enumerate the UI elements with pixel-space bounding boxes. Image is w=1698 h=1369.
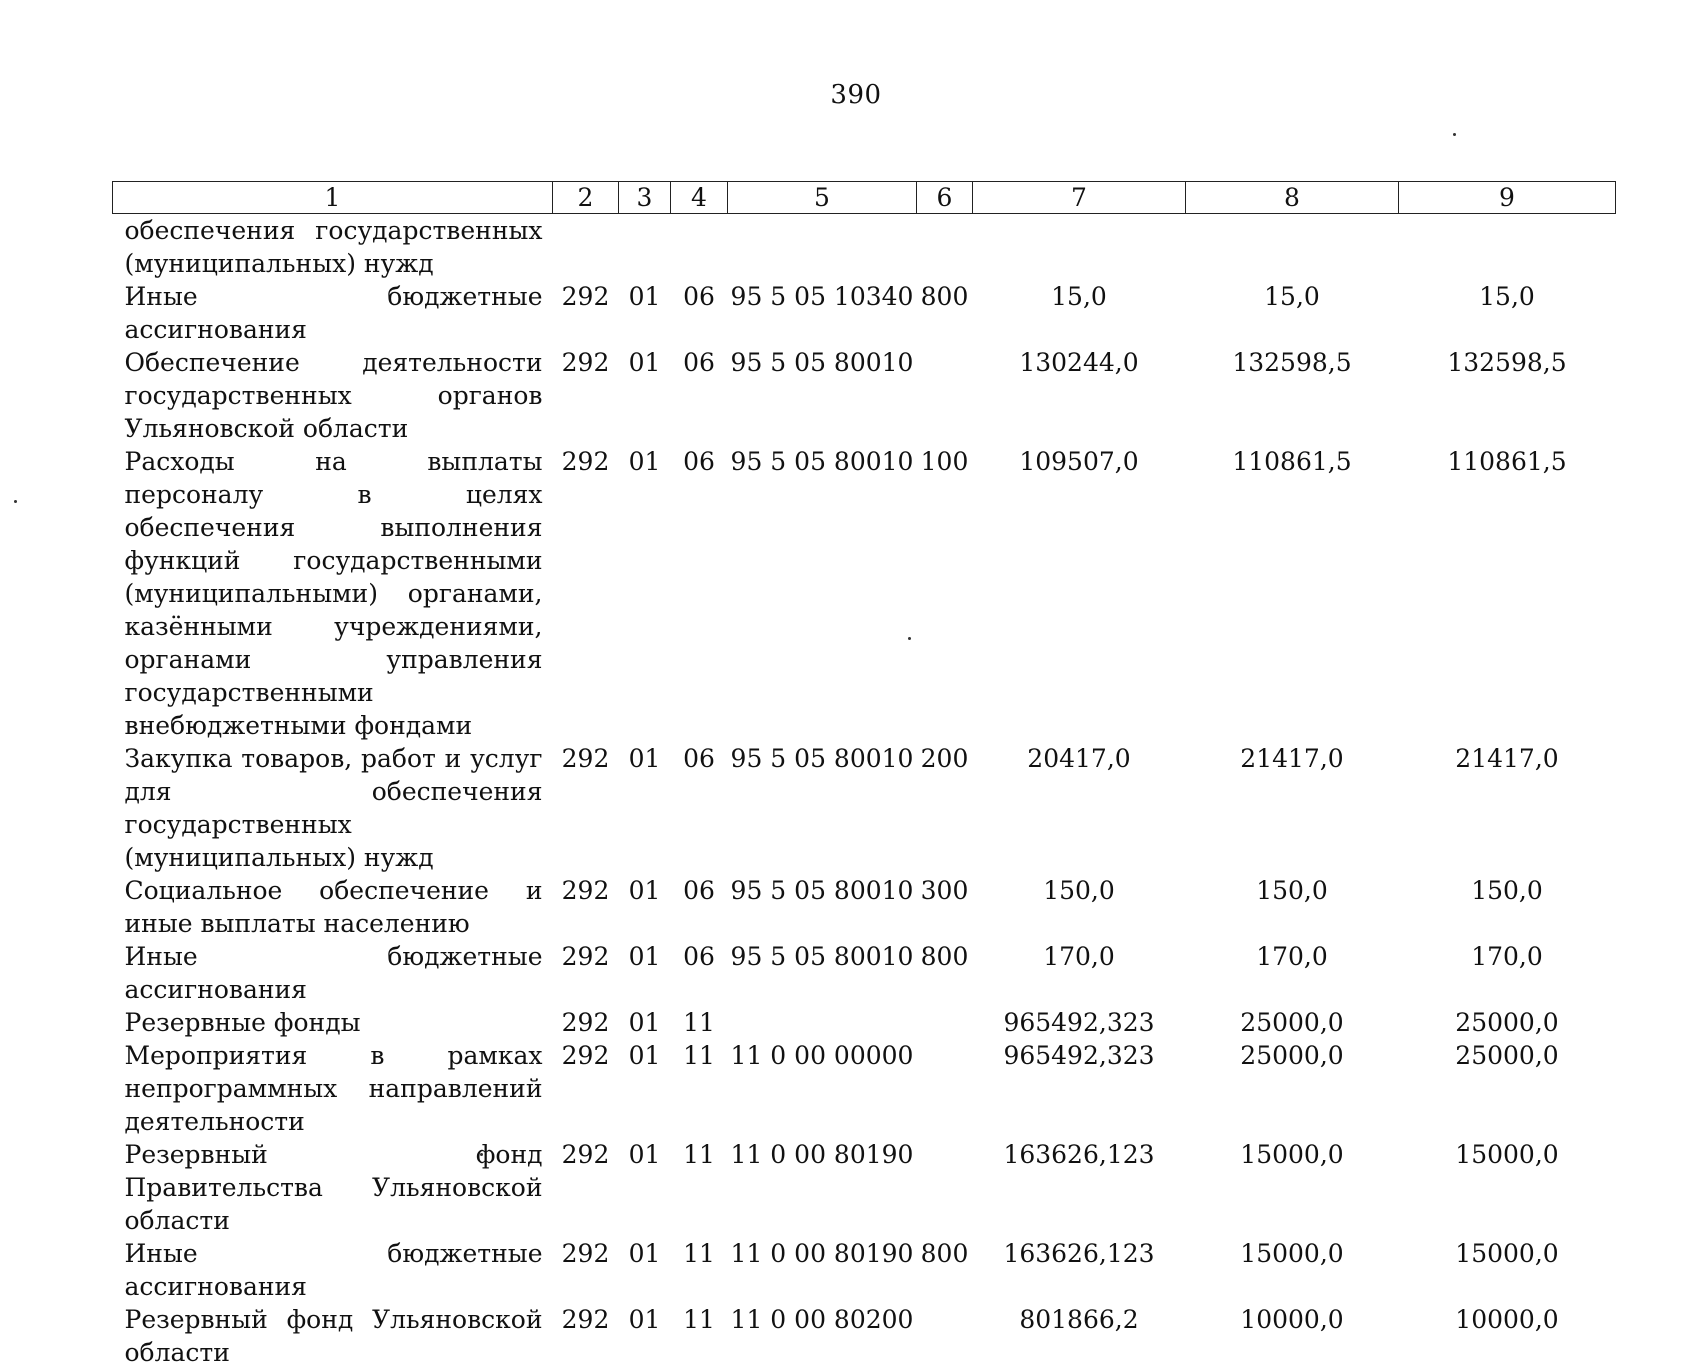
section-code: 01 — [619, 280, 671, 346]
expense-type-code: 300 — [917, 874, 973, 940]
budget-table — [112, 181, 1616, 1369]
ministry-code: 292 — [553, 940, 619, 1006]
ministry-code — [553, 214, 619, 281]
expense-name: Мероприятия в рамках непрограммных направлений деятельности — [113, 1039, 553, 1138]
target-article-code: 95 5 05 80010 — [728, 346, 917, 445]
table-body — [113, 214, 1616, 1369]
column-header-8: 8 — [1186, 182, 1399, 214]
amount-col-8: 25000,0 — [1186, 1006, 1399, 1039]
expense-name: Социальное обеспечение и иные выплаты населению — [113, 874, 553, 940]
target-article-code: 95 5 05 80010 — [728, 445, 917, 742]
expense-name: Расходы на выплаты персоналу в целях обеспечения выполнения функций государственными (муниципальными) органами, казёнными учреждениями, органами управления государственными внебюджетными фондами — [113, 445, 553, 742]
amount-col-7: 163626,123 — [973, 1138, 1186, 1237]
expense-name: Иные бюджетные ассигнования — [113, 940, 553, 1006]
expense-name: Иные бюджетные ассигнования — [113, 280, 553, 346]
target-article-code: 95 5 05 80010 — [728, 874, 917, 940]
subsection-code: 11 — [671, 1303, 728, 1369]
amount-col-8: 170,0 — [1186, 940, 1399, 1006]
amount-col-8: 25000,0 — [1186, 1039, 1399, 1138]
target-article-code: 95 5 05 80010 — [728, 742, 917, 874]
table-row — [113, 1237, 1616, 1303]
subsection-code: 11 — [671, 1237, 728, 1303]
expense-type-code: 100 — [917, 445, 973, 742]
scan-speck — [1453, 133, 1456, 136]
header-row — [113, 182, 1616, 214]
amount-col-7: 15,0 — [973, 280, 1186, 346]
amount-col-9: 25000,0 — [1399, 1006, 1616, 1039]
section-code: 01 — [619, 445, 671, 742]
expense-type-code — [917, 1039, 973, 1138]
expense-type-code — [917, 214, 973, 281]
table-row — [113, 1006, 1616, 1039]
ministry-code: 292 — [553, 742, 619, 874]
section-code: 01 — [619, 1303, 671, 1369]
column-header-6: 6 — [917, 182, 973, 214]
amount-col-8 — [1186, 214, 1399, 281]
subsection-code: 06 — [671, 445, 728, 742]
column-header-7: 7 — [973, 182, 1186, 214]
column-header-5: 5 — [728, 182, 917, 214]
expense-name: Резервный фонд Правительства Ульяновской области — [113, 1138, 553, 1237]
amount-col-7: 965492,323 — [973, 1039, 1186, 1138]
column-header-9: 9 — [1399, 182, 1616, 214]
expense-type-code — [917, 1303, 973, 1369]
section-code: 01 — [619, 1138, 671, 1237]
amount-col-8: 15000,0 — [1186, 1138, 1399, 1237]
subsection-code: 06 — [671, 280, 728, 346]
ministry-code: 292 — [553, 1039, 619, 1138]
ministry-code: 292 — [553, 1237, 619, 1303]
expense-type-code — [917, 1006, 973, 1039]
section-code: 01 — [619, 940, 671, 1006]
target-article-code: 11 0 00 00000 — [728, 1039, 917, 1138]
amount-col-7: 170,0 — [973, 940, 1186, 1006]
amount-col-8: 15000,0 — [1186, 1237, 1399, 1303]
section-code — [619, 214, 671, 281]
amount-col-9: 132598,5 — [1399, 346, 1616, 445]
section-code: 01 — [619, 874, 671, 940]
expense-name: Резервные фонды — [113, 1006, 553, 1039]
expense-type-code — [917, 1138, 973, 1237]
column-header-2: 2 — [553, 182, 619, 214]
amount-col-7: 801866,2 — [973, 1303, 1186, 1369]
table-row — [113, 742, 1616, 874]
target-article-code: 11 0 00 80190 — [728, 1237, 917, 1303]
subsection-code: 11 — [671, 1138, 728, 1237]
target-article-code: 11 0 00 80190 — [728, 1138, 917, 1237]
table-row — [113, 214, 1616, 281]
expense-name: обеспечения государственных (муниципальных) нужд — [113, 214, 553, 281]
target-article-code: 11 0 00 80200 — [728, 1303, 917, 1369]
section-code: 01 — [619, 1237, 671, 1303]
amount-col-9: 15000,0 — [1399, 1138, 1616, 1237]
section-code: 01 — [619, 346, 671, 445]
amount-col-7: 150,0 — [973, 874, 1186, 940]
section-code: 01 — [619, 742, 671, 874]
page-number: 390 — [0, 80, 1698, 110]
amount-col-8: 132598,5 — [1186, 346, 1399, 445]
subsection-code: 06 — [671, 346, 728, 445]
column-header-4: 4 — [671, 182, 728, 214]
expense-type-code: 800 — [917, 280, 973, 346]
amount-col-9: 15000,0 — [1399, 1237, 1616, 1303]
amount-col-9: 15,0 — [1399, 280, 1616, 346]
ministry-code: 292 — [553, 874, 619, 940]
amount-col-7: 965492,323 — [973, 1006, 1186, 1039]
expense-type-code: 800 — [917, 1237, 973, 1303]
amount-col-7: 109507,0 — [973, 445, 1186, 742]
amount-col-9 — [1399, 214, 1616, 281]
table-row — [113, 346, 1616, 445]
ministry-code: 292 — [553, 445, 619, 742]
target-article-code — [728, 214, 917, 281]
table-row — [113, 280, 1616, 346]
amount-col-8: 150,0 — [1186, 874, 1399, 940]
subsection-code: 11 — [671, 1039, 728, 1138]
table-header — [113, 182, 1616, 214]
subsection-code: 06 — [671, 940, 728, 1006]
amount-col-7: 130244,0 — [973, 346, 1186, 445]
amount-col-8: 110861,5 — [1186, 445, 1399, 742]
table-row — [113, 445, 1616, 742]
amount-col-8: 15,0 — [1186, 280, 1399, 346]
table-row — [113, 1303, 1616, 1369]
column-header-1: 1 — [113, 182, 553, 214]
amount-col-9: 10000,0 — [1399, 1303, 1616, 1369]
section-code: 01 — [619, 1039, 671, 1138]
amount-col-9: 25000,0 — [1399, 1039, 1616, 1138]
column-header-3: 3 — [619, 182, 671, 214]
expense-type-code: 200 — [917, 742, 973, 874]
amount-col-9: 170,0 — [1399, 940, 1616, 1006]
amount-col-7: 20417,0 — [973, 742, 1186, 874]
subsection-code: 06 — [671, 742, 728, 874]
amount-col-7: 163626,123 — [973, 1237, 1186, 1303]
target-article-code: 95 5 05 10340 — [728, 280, 917, 346]
section-code: 01 — [619, 1006, 671, 1039]
ministry-code: 292 — [553, 280, 619, 346]
table-row — [113, 874, 1616, 940]
target-article-code — [728, 1006, 917, 1039]
amount-col-9: 21417,0 — [1399, 742, 1616, 874]
expense-name: Резервный фонд Ульяновской области — [113, 1303, 553, 1369]
expense-type-code: 800 — [917, 940, 973, 1006]
amount-col-8: 10000,0 — [1186, 1303, 1399, 1369]
ministry-code: 292 — [553, 346, 619, 445]
expense-name: Иные бюджетные ассигнования — [113, 1237, 553, 1303]
amount-col-7 — [973, 214, 1186, 281]
scan-speck — [14, 500, 17, 503]
expense-name: Обеспечение деятельности государственных органов Ульяновской области — [113, 346, 553, 445]
amount-col-8: 21417,0 — [1186, 742, 1399, 874]
table-row — [113, 940, 1616, 1006]
subsection-code — [671, 214, 728, 281]
table-row — [113, 1039, 1616, 1138]
ministry-code: 292 — [553, 1303, 619, 1369]
table-row — [113, 1138, 1616, 1237]
amount-col-9: 110861,5 — [1399, 445, 1616, 742]
subsection-code: 11 — [671, 1006, 728, 1039]
amount-col-9: 150,0 — [1399, 874, 1616, 940]
subsection-code: 06 — [671, 874, 728, 940]
ministry-code: 292 — [553, 1138, 619, 1237]
expense-name: Закупка товаров, работ и услуг для обеспечения государственных (муниципальных) нужд — [113, 742, 553, 874]
ministry-code: 292 — [553, 1006, 619, 1039]
expense-type-code — [917, 346, 973, 445]
target-article-code: 95 5 05 80010 — [728, 940, 917, 1006]
